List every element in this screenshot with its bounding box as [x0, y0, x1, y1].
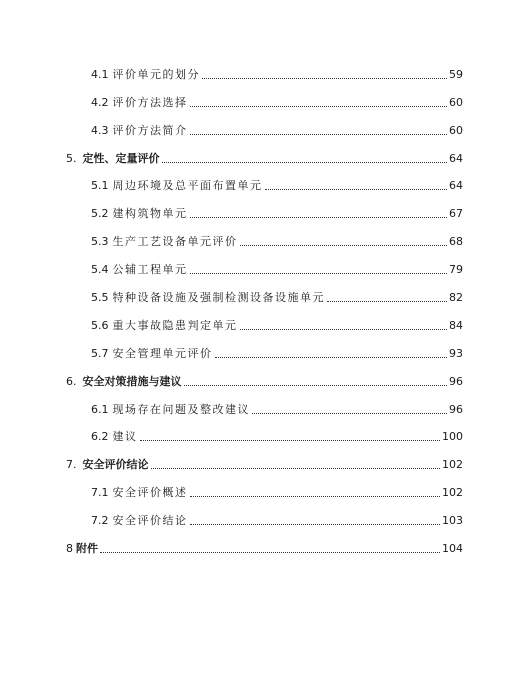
toc-entry-number: 5.2: [91, 207, 109, 220]
toc-entry-page: 84: [449, 319, 463, 332]
toc-entry-5-4[interactable]: [91, 263, 463, 277]
toc-entry-page: 103: [442, 514, 463, 527]
toc-entry-title: 安全评价结论: [82, 458, 149, 471]
toc-entry-title: 安全对策措施与建议: [82, 375, 182, 388]
toc-entry-page: 79: [449, 263, 463, 276]
toc-entry-8[interactable]: [66, 542, 463, 556]
toc-entry-4-3[interactable]: [91, 124, 463, 138]
toc-entry-page: 60: [449, 124, 463, 137]
toc-dot-leader: [202, 78, 447, 79]
toc-entry-title: 评价方法简介: [112, 124, 188, 137]
toc-dot-leader: [240, 245, 448, 246]
toc-entry-page: 104: [442, 542, 463, 555]
toc-entry-page: 96: [449, 375, 463, 388]
toc-entry-title: 定性、定量评价: [82, 152, 160, 165]
toc-entry-6-1[interactable]: [91, 403, 463, 417]
toc-entry-number: 8: [66, 542, 73, 555]
toc-entry-5-7[interactable]: [91, 347, 463, 361]
toc-entry-title: 公辅工程单元: [112, 263, 188, 276]
toc-entry-page: 102: [442, 458, 463, 471]
toc-entry-title: 评价方法选择: [112, 96, 188, 109]
toc-entry-page: 59: [449, 68, 463, 81]
toc-entry-number: 5.6: [91, 319, 109, 332]
toc-entry-page: 82: [449, 291, 463, 304]
toc-entry-page: 64: [449, 179, 463, 192]
toc-entry-number: 5.: [66, 152, 77, 165]
toc-dot-leader: [100, 552, 440, 553]
toc-entry-title: 重大事故隐患判定单元: [112, 319, 238, 332]
toc-entry-number: 4.3: [91, 124, 109, 137]
toc-entry-number: 6.2: [91, 430, 109, 443]
toc-entry-title: 安全评价结论: [112, 514, 188, 527]
toc-entry-number: 4.1: [91, 68, 109, 81]
toc-entry-title: 现场存在问题及整改建议: [112, 403, 250, 416]
toc-entry-number: 7.1: [91, 486, 109, 499]
toc-entry-title: 建议: [112, 430, 138, 443]
toc-entry-4-2[interactable]: [91, 96, 463, 110]
toc-dot-leader: [215, 357, 448, 358]
toc-dot-leader: [190, 524, 441, 525]
toc-dot-leader: [162, 162, 448, 163]
toc-dot-leader: [240, 329, 448, 330]
toc-entry-number: 7.2: [91, 514, 109, 527]
toc-entry-5-6[interactable]: [91, 319, 463, 333]
toc-entry-page: 68: [449, 235, 463, 248]
toc-entry-title: 安全评价概述: [112, 486, 188, 499]
toc-entry-7-2[interactable]: [91, 514, 463, 528]
toc-entry-title: 生产工艺设备单元评价: [112, 235, 238, 248]
toc-dot-leader: [190, 273, 448, 274]
toc-entry-6-2[interactable]: [91, 430, 463, 444]
toc-entry-5-2[interactable]: [91, 207, 463, 221]
toc-entry-5-1[interactable]: [91, 179, 463, 193]
toc-entry-number: 6.1: [91, 403, 109, 416]
toc-entry-number: 5.4: [91, 263, 109, 276]
toc-entry-5-3[interactable]: [91, 235, 463, 249]
toc-entry-5[interactable]: [66, 152, 463, 166]
toc-entry-number: 5.7: [91, 347, 109, 360]
toc-dot-leader: [190, 106, 448, 107]
toc-entry-7[interactable]: [66, 458, 463, 472]
toc-dot-leader: [327, 301, 447, 302]
toc-entry-title: 评价单元的划分: [112, 68, 200, 81]
toc-entry-page: 100: [442, 430, 463, 443]
toc-dot-leader: [190, 496, 441, 497]
toc-dot-leader: [252, 413, 447, 414]
toc-entry-4-1[interactable]: [91, 68, 463, 82]
toc-entry-title: 特种设备设施及强制检测设备设施单元: [112, 291, 325, 304]
toc-entry-number: 5.3: [91, 235, 109, 248]
toc-entry-number: 6.: [66, 375, 77, 388]
toc-entry-page: 60: [449, 96, 463, 109]
toc-entry-title: 周边环境及总平面布置单元: [112, 179, 263, 192]
toc-entry-title: 安全管理单元评价: [112, 347, 213, 360]
toc-entry-page: 96: [449, 403, 463, 416]
toc-dot-leader: [190, 217, 448, 218]
toc-dot-leader: [184, 385, 448, 386]
toc-entry-5-5[interactable]: [91, 291, 463, 305]
toc-entry-7-1[interactable]: [91, 486, 463, 500]
toc-entry-page: 64: [449, 152, 463, 165]
toc-entry-number: 4.2: [91, 96, 109, 109]
toc-entry-6[interactable]: [66, 375, 463, 389]
toc-entry-page: 102: [442, 486, 463, 499]
toc-entry-number: 7.: [66, 458, 77, 471]
toc-dot-leader: [151, 468, 441, 469]
toc-entry-page: 93: [449, 347, 463, 360]
toc-entry-number: 5.1: [91, 179, 109, 192]
toc-entry-page: 67: [449, 207, 463, 220]
toc-dot-leader: [140, 440, 441, 441]
toc-dot-leader: [265, 189, 448, 190]
toc-entry-title: 建构筑物单元: [112, 207, 188, 220]
toc-entry-number: 5.5: [91, 291, 109, 304]
toc-dot-leader: [190, 134, 448, 135]
toc-entry-title: 附件: [76, 542, 98, 555]
